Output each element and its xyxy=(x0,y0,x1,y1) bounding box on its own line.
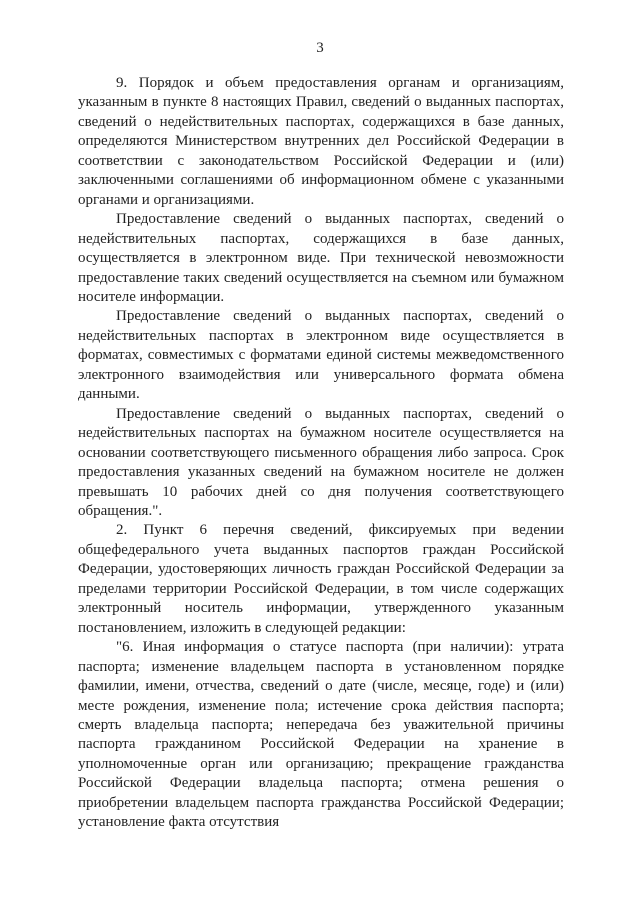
paragraph-paper-carrier: Предоставление сведений о выданных паспортах, сведений о недействительных паспортах на бумажном носителе осуществляется на основании соответствующего письменного обращения либо запроса. Срок предоставления указанных сведений на бумажном носителе не должен превышать 10 рабочих дней со дня получения соответствующего обращения.". xyxy=(78,405,564,519)
paragraph-6-other-info: "6. Иная информация о статусе паспорта (при наличии): утрата паспорта; изменение владельцем паспорта в установленном порядке фамилии, имени, отчества, сведений о дате (числе, месяце, годе) и (или) месте рождения, изменение пола; истечение срока действия паспорта; смерть владельца паспорта; непередача без уважительной причины паспорта гражданином Российской Федерации на хранение в уполномоченные орган или организацию; прекращение гражданства Российской Федерации владельца паспорта; отмена решения о приобретении владельцем паспорта гражданства Российской Федерации; установление факта отсутствия xyxy=(78,639,564,831)
page-number: 3 xyxy=(316,40,324,56)
paragraph-2-amendment: 2. Пункт 6 перечня сведений, фиксируемых при ведении общефедерального учета выданных паспортов граждан Российской Федерации, удостоверяющих личность граждан Российской Федерации за пределами территории Российской Федерации, в том числе содержащих электронный носитель информации, утвержденного указанным постановлением, изложить в следующей редакции: xyxy=(78,522,564,636)
paragraph-9-procedure: 9. Порядок и объем предоставления органам и организациям, указанным в пункте 8 настоящих Правил, сведений о выданных паспортах, сведений о недействительных паспортах, содержащихся в базе данных, определяются Министерством внутренних дел Российской Федерации в соответствии с законодательством Российской Федерации и (или) заключенными соглашениями об информационном обмене с указанными органами и организациями. xyxy=(78,75,564,208)
paragraph-formats: Предоставление сведений о выданных паспортах, сведений о недействительных паспортах в электронном виде осуществляется в форматах, совместимых с форматами единой системы межведомственного электронного взаимодействия или универсального формата обмена данными. xyxy=(78,308,564,403)
document-body xyxy=(78,74,564,833)
paragraph-electronic-form: Предоставление сведений о выданных паспортах, сведений о недействительных паспортах, содержащихся в базе данных, осуществляется в электронном виде. При технической невозможности предоставление таких сведений осуществляется на съемном или бумажном носителе информации. xyxy=(78,211,564,305)
